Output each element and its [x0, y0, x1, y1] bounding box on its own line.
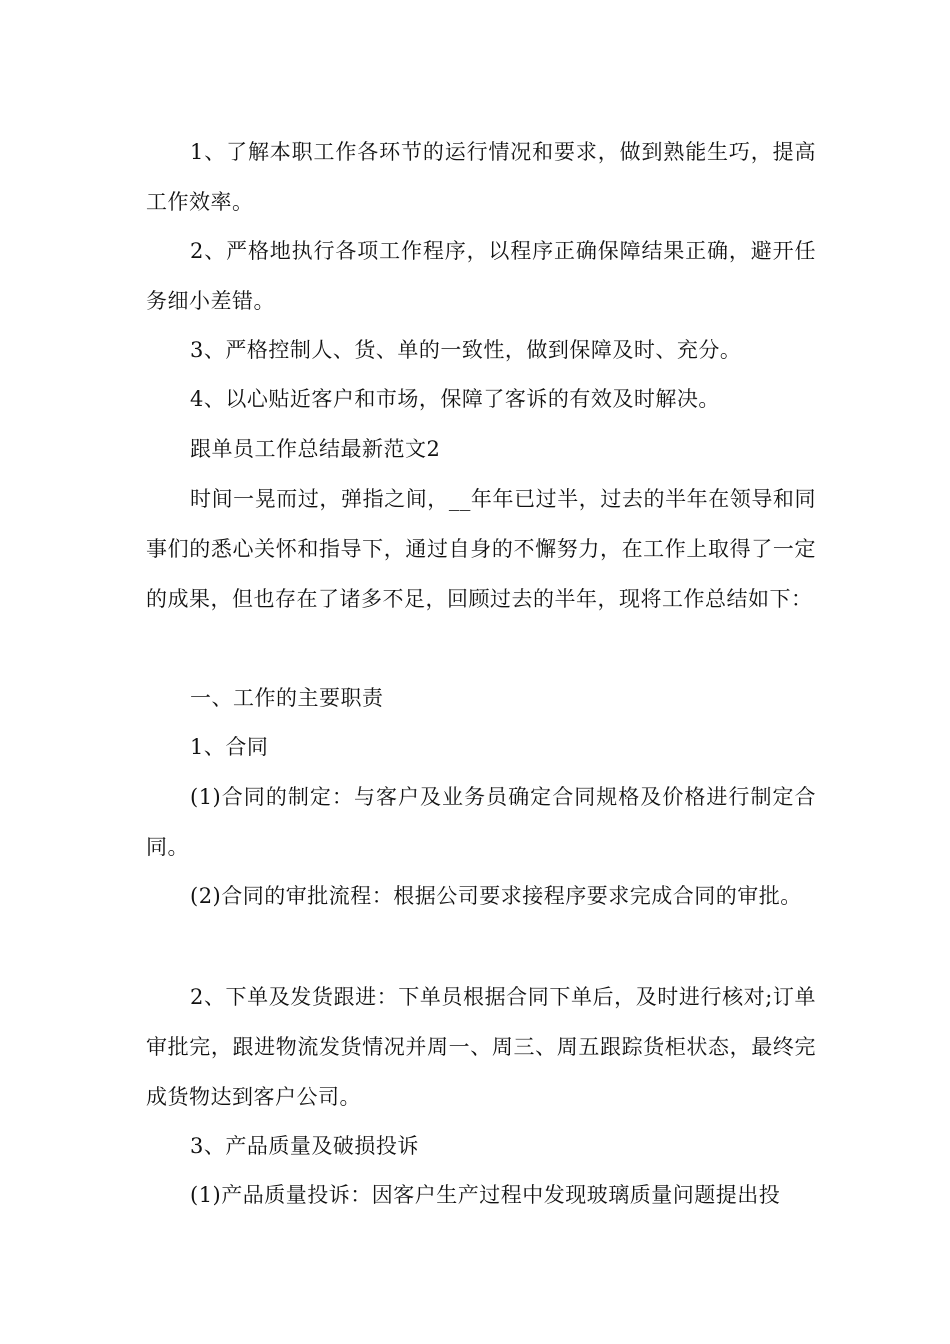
paragraph-duty-2: 2、严格地执行各项工作程序，以程序正确保障结果正确，避开任务细小差错。	[146, 239, 816, 313]
heading-quality-complaints: 3、产品质量及破损投诉	[190, 1134, 419, 1158]
paragraph-intro: 时间一晃而过，弹指之间，__年年已过半，过去的半年在领导和同事们的悉心关怀和指导下，通过自身的不懈努力，在工作上取得了一定的成果，但也存在了诸多不足，回顾过去的半年，现将工作总结如下：	[146, 487, 816, 611]
heading-contract: 1、合同	[190, 735, 269, 759]
paragraph-order-shipping: 2、下单及发货跟进：下单员根据合同下单后，及时进行核对;订单审批完，跟进物流发货情况并周一、周三、周五跟踪货柜状态，最终完成货物达到客户公司。	[146, 985, 816, 1109]
paragraph-duty-1: 1、了解本职工作各环节的运行情况和要求，做到熟能生巧，提高工作效率。	[146, 140, 816, 214]
paragraph-duty-4: 4、以心贴近客户和市场，保障了客诉的有效及时解决。	[190, 387, 720, 411]
section-title: 跟单员工作总结最新范文2	[190, 437, 441, 461]
heading-main-duties: 一、工作的主要职责	[190, 686, 384, 710]
paragraph-quality-complaint: (1)产品质量投诉：因客户生产过程中发现玻璃质量问题提出投	[190, 1183, 781, 1207]
paragraph-contract-approval: (2)合同的审批流程：根据公司要求接程序要求完成合同的审批。	[190, 884, 802, 908]
paragraph-contract-making: (1)合同的制定：与客户及业务员确定合同规格及价格进行制定合同。	[146, 785, 816, 859]
paragraph-duty-3: 3、严格控制人、货、单的一致性，做到保障及时、充分。	[190, 338, 742, 362]
